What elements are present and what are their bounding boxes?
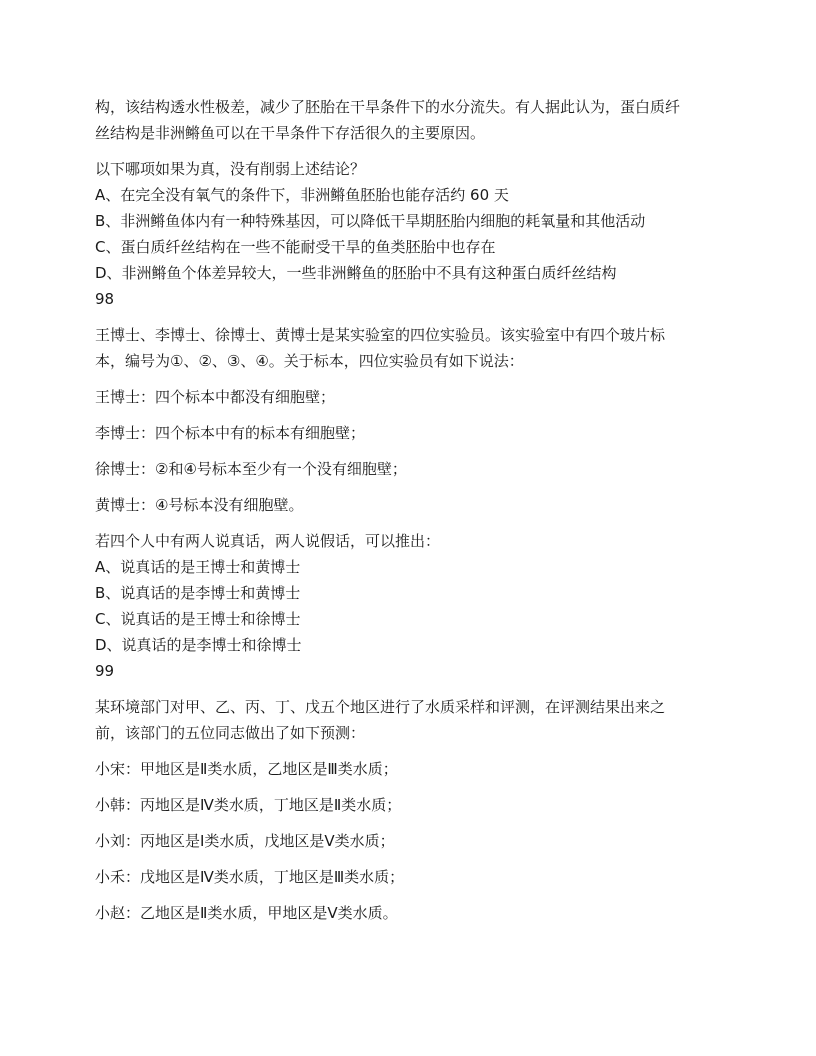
option-b: B、非洲鳉鱼体内有一种特殊基因，可以降低干旱期胚胎内细胞的耗氧量和其他活动 — [95, 212, 646, 230]
q97-question: 以下哪项如果为真，没有削弱上述结论？ — [95, 160, 366, 178]
statement-li: 李博士：四个标本中有的标本有细胞壁； — [95, 424, 366, 442]
statement-zhao: 小赵：乙地区是Ⅱ类水质，甲地区是Ⅴ类水质。 — [95, 904, 398, 922]
q98-question: 若四个人中有两人说真话，两人说假话，可以推出： — [95, 532, 441, 550]
statement-liu: 小刘：丙地区是Ⅰ类水质，戊地区是Ⅴ类水质； — [95, 832, 395, 850]
statement-huang: 黄博士：④号标本没有细胞壁。 — [95, 496, 304, 514]
q97-options — [95, 182, 725, 286]
option-d: D、说真话的是李博士和徐博士 — [95, 636, 302, 654]
statement-he: 小禾：戊地区是Ⅳ类水质，丁地区是Ⅲ类水质； — [95, 868, 405, 886]
statement-xu: 徐博士：②和④号标本至少有一个没有细胞壁； — [95, 460, 407, 478]
option-a: A、说真话的是王博士和黄博士 — [95, 558, 301, 576]
q99-intro — [95, 694, 725, 746]
option-a: A、在完全没有氧气的条件下，非洲鳉鱼胚胎也能存活约 60 天 — [95, 186, 509, 204]
document-page — [95, 94, 725, 936]
option-c: C、说真话的是王博士和徐博士 — [95, 610, 301, 628]
statement-han: 小韩：丙地区是Ⅳ类水质，丁地区是Ⅱ类水质； — [95, 796, 402, 814]
option-d: D、非洲鳉鱼个体差异较大，一些非洲鳉鱼的胚胎中不具有这种蛋白质纤丝结构 — [95, 264, 617, 282]
q98-intro — [95, 322, 725, 374]
passage-line: 构，该结构透水性极差，减少了胚胎在干旱条件下的水分流失。有人据此认为，蛋白质纤 — [95, 98, 681, 116]
q97-passage — [95, 94, 725, 146]
intro-line: 前，该部门的五位同志做出了如下预测： — [95, 724, 366, 742]
q98-options — [95, 554, 725, 658]
statement-wang: 王博士：四个标本中都没有细胞壁； — [95, 388, 336, 406]
question-number-98: 98 — [95, 290, 115, 308]
intro-line: 王博士、李博士、徐博士、黄博士是某实验室的四位实验员。该实验室中有四个玻片标 — [95, 326, 666, 344]
statement-song: 小宋：甲地区是Ⅱ类水质，乙地区是Ⅲ类水质； — [95, 760, 398, 778]
intro-line: 本，编号为①、②、③、④。关于标本，四位实验员有如下说法： — [95, 352, 524, 370]
option-b: B、说真话的是李博士和黄博士 — [95, 584, 301, 602]
passage-line: 丝结构是非洲鳉鱼可以在干旱条件下存活很久的主要原因。 — [95, 124, 486, 142]
question-number-99: 99 — [95, 662, 115, 680]
intro-line: 某环境部门对甲、乙、丙、丁、戊五个地区进行了水质采样和评测，在评测结果出来之 — [95, 698, 666, 716]
option-c: C、蛋白质纤丝结构在一些不能耐受干旱的鱼类胚胎中也存在 — [95, 238, 496, 256]
